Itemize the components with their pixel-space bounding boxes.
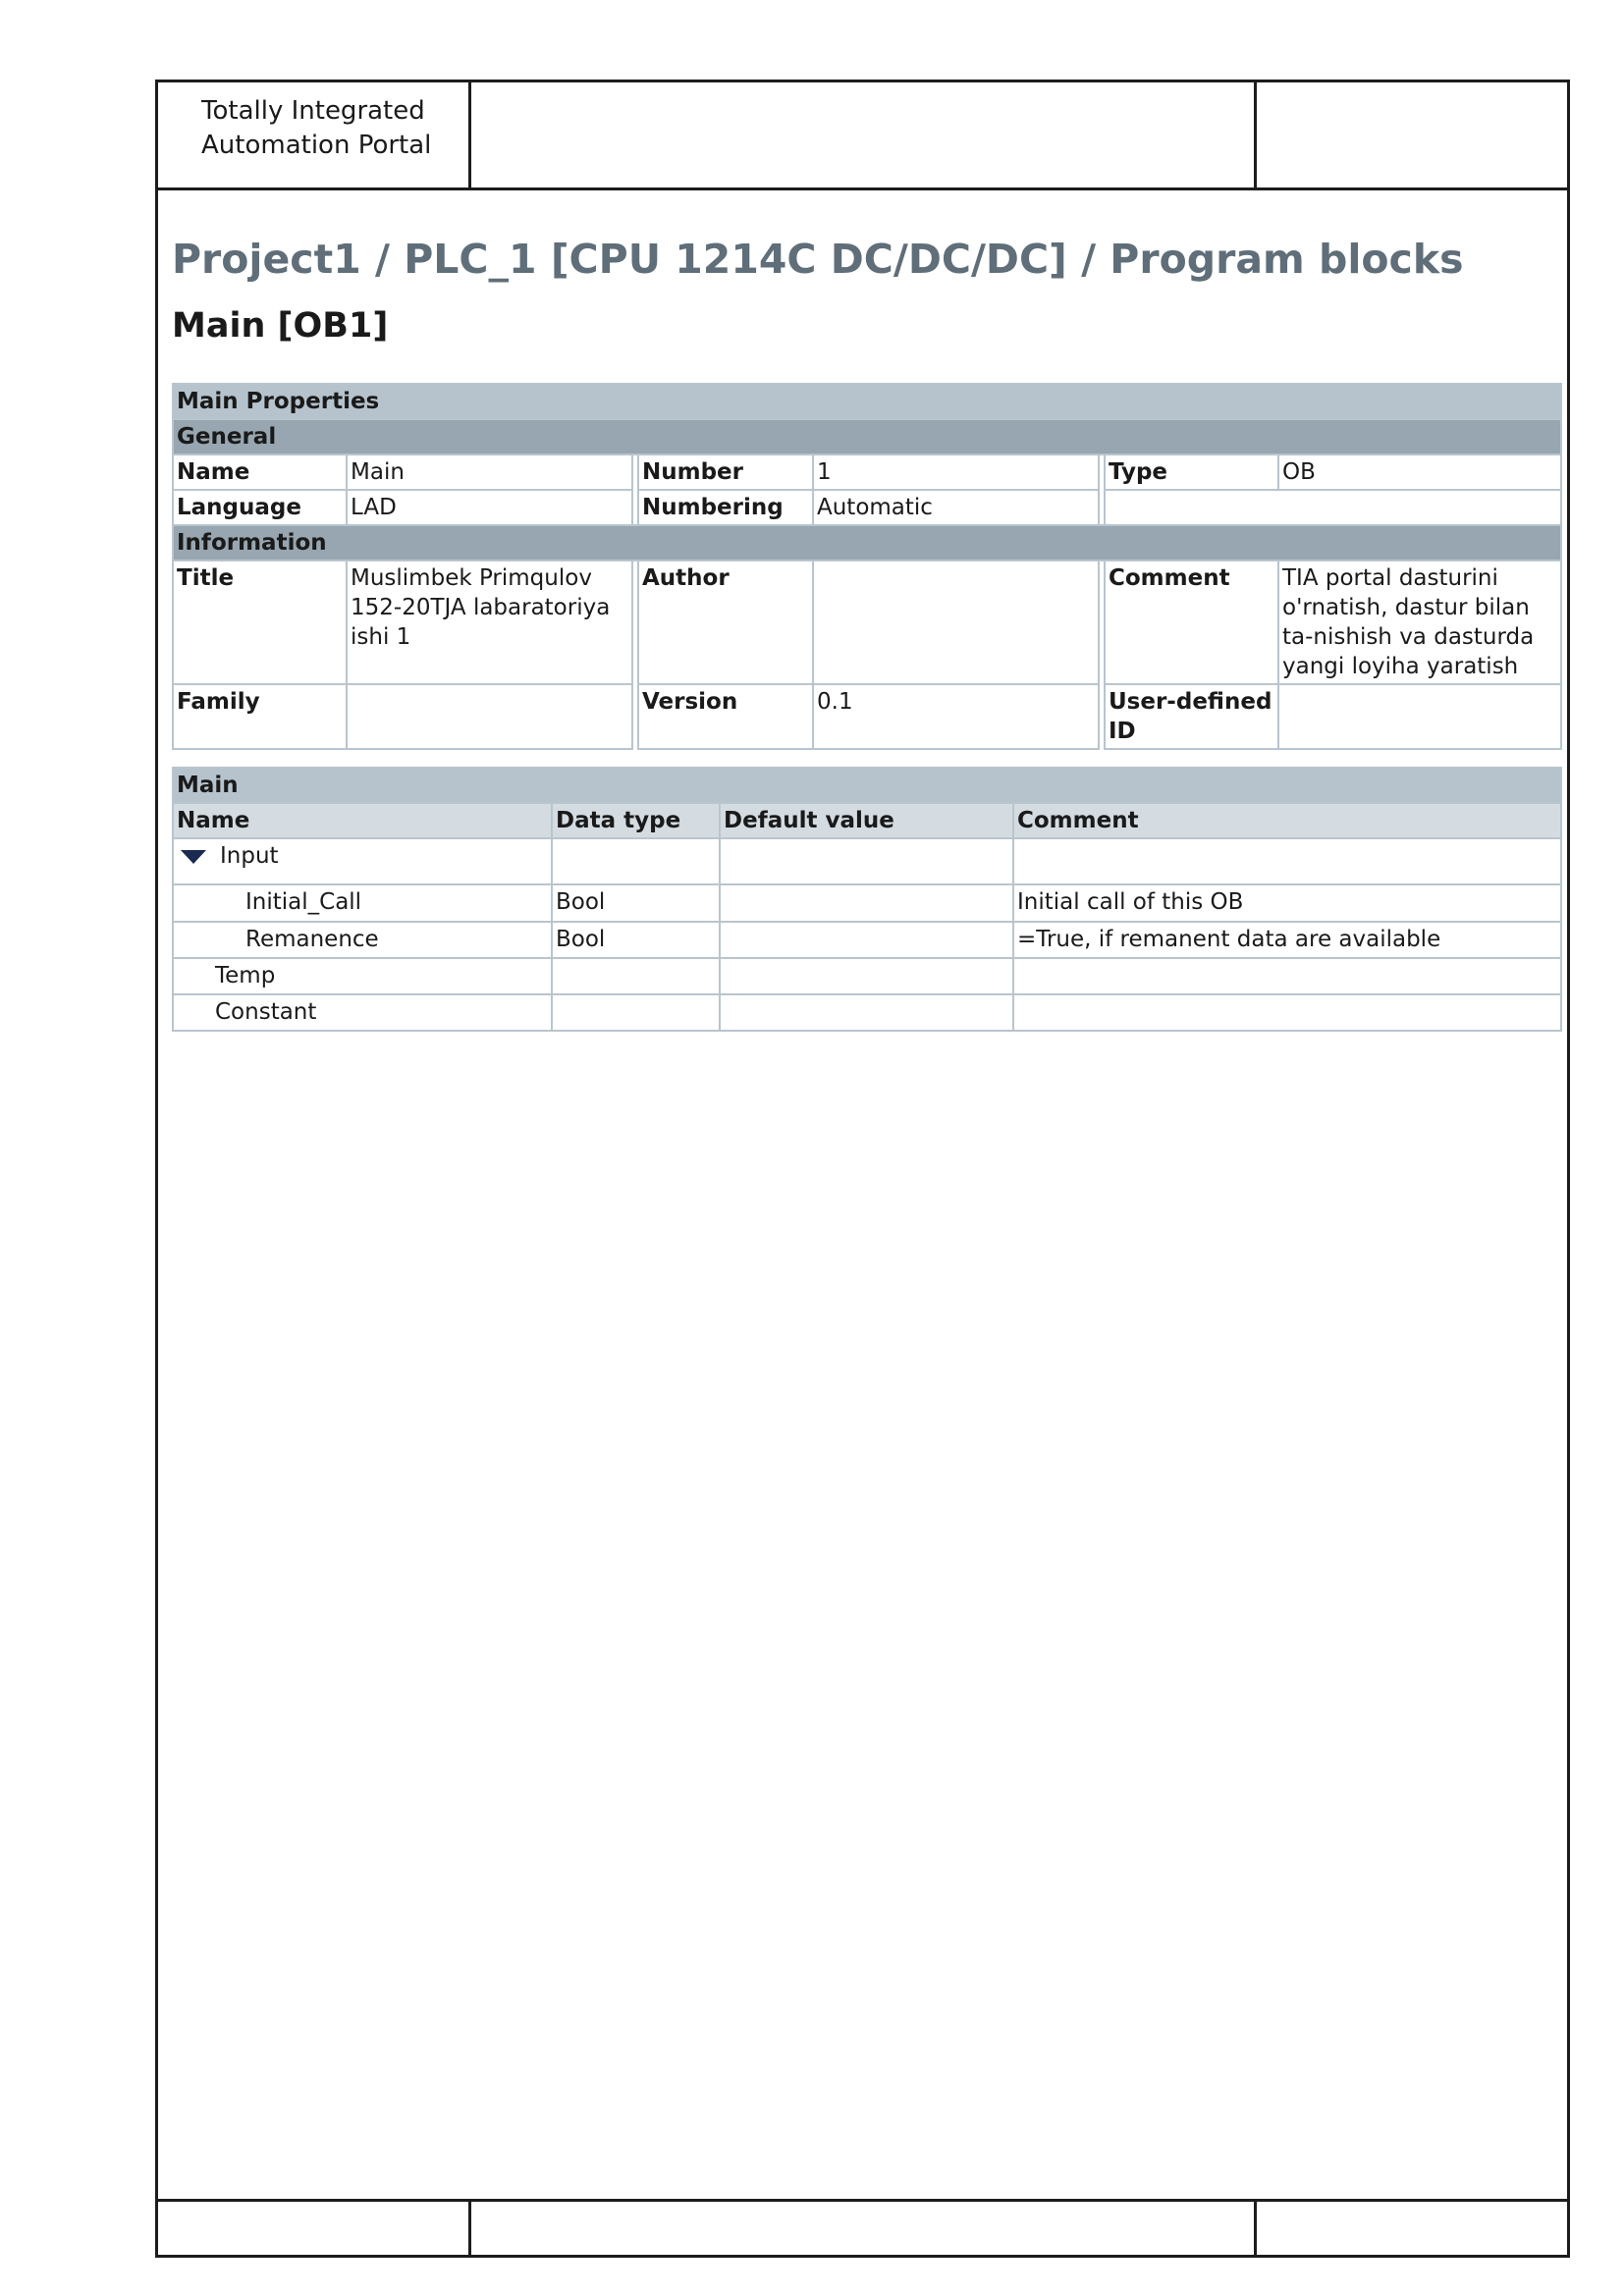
header-divider [155, 187, 1570, 190]
row-data-type [552, 838, 720, 884]
author-value [813, 561, 1099, 684]
row-comment: =True, if remanent data are available [1013, 922, 1561, 958]
title-label: Title [173, 561, 347, 684]
block-title: Main [OB1] [172, 306, 389, 346]
row-name: Initial_Call [173, 884, 552, 922]
properties-section-title: Main Properties [173, 384, 1561, 419]
column-header-data-type: Data type [552, 803, 720, 838]
row-default-value [720, 884, 1013, 922]
author-label: Author [638, 561, 813, 684]
type-label: Type [1105, 454, 1278, 490]
type-value: OB [1278, 454, 1561, 490]
row-name: Temp [173, 958, 552, 994]
row-comment [1013, 838, 1561, 884]
user-defined-id-label: User-defined ID [1105, 684, 1278, 749]
user-defined-id-value [1278, 684, 1561, 749]
column-header-default-value: Default value [720, 803, 1013, 838]
table-row [173, 838, 1561, 884]
row-default-value [720, 838, 1013, 884]
row-default-value [720, 922, 1013, 958]
footer-divider [155, 2199, 1570, 2202]
interface-table [172, 767, 1562, 1032]
table-row [173, 958, 1561, 994]
row-name: Remanence [173, 922, 552, 958]
numbering-value: Automatic [813, 490, 1099, 525]
general-section-title: General [173, 419, 1561, 454]
table-row [173, 884, 1561, 922]
number-label: Number [638, 454, 813, 490]
properties-table [172, 383, 1562, 750]
header-product-name [201, 94, 431, 163]
row-default-value [720, 994, 1013, 1031]
version-label: Version [638, 684, 813, 749]
row-data-type [552, 958, 720, 994]
numbering-label: Numbering [638, 490, 813, 525]
row-name-cell[interactable] [173, 838, 552, 884]
row-comment: Initial call of this OB [1013, 884, 1561, 922]
number-value: 1 [813, 454, 1099, 490]
language-value: LAD [347, 490, 632, 525]
column-header-comment: Comment [1013, 803, 1561, 838]
table-row [173, 994, 1561, 1031]
comment-value: TIA portal dasturini o'rnatish, dastur bilan ta-nishish va dasturda yangi loyiha yaratish [1278, 561, 1561, 684]
row-name: Input [220, 843, 279, 869]
name-label: Name [173, 454, 347, 490]
language-label: Language [173, 490, 347, 525]
header-line-1: Totally Integrated [201, 96, 425, 126]
column-header-name: Name [173, 803, 552, 838]
family-value [347, 684, 632, 749]
footer-col-divider-1 [468, 2199, 471, 2258]
family-label: Family [173, 684, 347, 749]
title-value: Muslimbek Primqulov 152-20TJA labaratoriya ishi 1 [347, 561, 632, 684]
row-comment [1013, 994, 1561, 1031]
header-line-2: Automation Portal [201, 131, 432, 160]
header-col-divider-2 [1254, 80, 1257, 190]
footer-col-divider-2 [1254, 2199, 1257, 2258]
header-col-divider-1 [468, 80, 471, 190]
collapse-triangle-icon[interactable] [181, 850, 206, 864]
row-default-value [720, 958, 1013, 994]
row-data-type: Bool [552, 884, 720, 922]
information-section-title: Information [173, 525, 1561, 561]
comment-label: Comment [1105, 561, 1278, 684]
row-data-type [552, 994, 720, 1031]
version-value: 0.1 [813, 684, 1099, 749]
page-title: Project1 / PLC_1 [CPU 1214C DC/DC/DC] / Program blocks [172, 236, 1464, 283]
row-name: Constant [173, 994, 552, 1031]
interface-section-title: Main [173, 768, 1561, 803]
row-data-type: Bool [552, 922, 720, 958]
name-value: Main [347, 454, 632, 490]
row-comment [1013, 958, 1561, 994]
table-row [173, 922, 1561, 958]
